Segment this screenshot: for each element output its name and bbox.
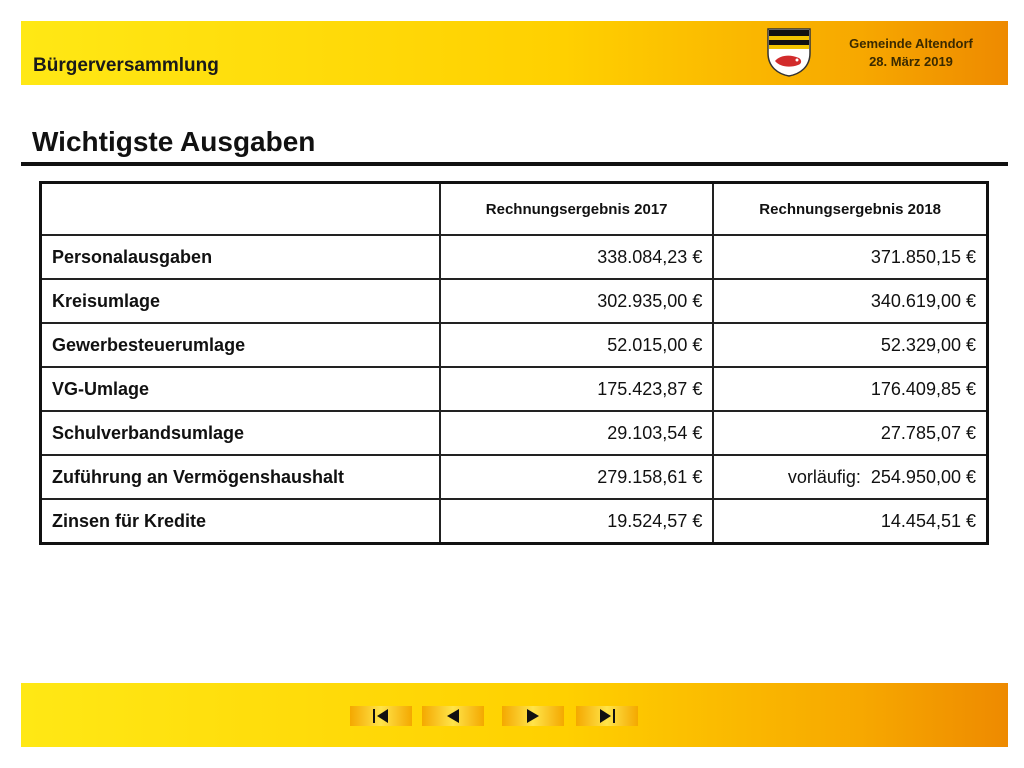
value-2018: 14.454,51 €: [713, 499, 987, 544]
row-label: Zinsen für Kredite: [41, 499, 440, 544]
expenses-table: [39, 181, 989, 545]
last-slide-button[interactable]: [576, 706, 638, 726]
value-2017: 52.015,00 €: [440, 323, 713, 367]
value-2018: 52.329,00 €: [713, 323, 987, 367]
row-label: Zuführung an Vermögenshaushalt: [41, 455, 440, 499]
table-row: [41, 455, 988, 499]
value-2018: 340.619,00 €: [713, 279, 987, 323]
row-label: VG-Umlage: [41, 367, 440, 411]
value-2017: 279.158,61 €: [440, 455, 713, 499]
table-row: [41, 411, 988, 455]
table-header-row: [41, 183, 988, 236]
header-band: [21, 21, 1008, 85]
header-info: [826, 35, 996, 71]
row-label: Kreisumlage: [41, 279, 440, 323]
row-label: Personalausgaben: [41, 235, 440, 279]
header-title: Bürgerversammlung: [33, 55, 219, 76]
column-header-label: [41, 183, 440, 236]
value-2018: 371.850,15 €: [713, 235, 987, 279]
table-row: [41, 499, 988, 544]
value-2017: 302.935,00 €: [440, 279, 713, 323]
table-row: [41, 235, 988, 279]
footer-band: [21, 683, 1008, 747]
value-2018: vorläufig: 254.950,00 €: [713, 455, 987, 499]
column-header-2017: Rechnungsergebnis 2017: [440, 183, 713, 236]
skip-to-first-icon: [370, 708, 392, 724]
table-row: [41, 367, 988, 411]
previous-slide-button[interactable]: [422, 706, 484, 726]
value-2017: 29.103,54 €: [440, 411, 713, 455]
value-2018: 27.785,07 €: [713, 411, 987, 455]
table-row: [41, 279, 988, 323]
value-2017: 19.524,57 €: [440, 499, 713, 544]
next-slide-button[interactable]: [502, 706, 564, 726]
value-2017: 175.423,87 €: [440, 367, 713, 411]
page-title: Wichtigste Ausgaben: [32, 126, 316, 157]
column-header-2018: Rechnungsergebnis 2018: [713, 183, 987, 236]
value-2018: 176.409,85 €: [713, 367, 987, 411]
previous-icon: [442, 708, 464, 724]
table-row: [41, 323, 988, 367]
first-slide-button[interactable]: [350, 706, 412, 726]
row-label: Gewerbesteuerumlage: [41, 323, 440, 367]
next-icon: [522, 708, 544, 724]
row-label: Schulverbandsumlage: [41, 411, 440, 455]
municipality-name: Gemeinde Altendorf: [849, 36, 973, 51]
value-2017: 338.084,23 €: [440, 235, 713, 279]
coat-of-arms-icon: [766, 27, 812, 77]
skip-to-last-icon: [596, 708, 618, 724]
title-divider: [21, 162, 1008, 166]
presentation-date: 28. März 2019: [869, 54, 953, 69]
